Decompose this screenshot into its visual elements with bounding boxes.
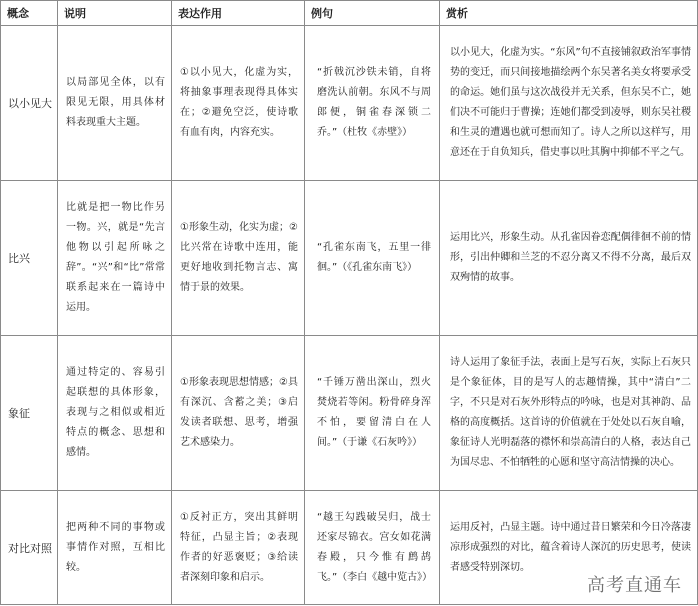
explanation-cell: 比就是把一物比作另一物。兴，就是“先言他物以引起所咏之辞”。“兴”和“比”常常联系起来在一篇诗中运用。 [66,202,165,313]
effect-cell: ①反衬正方，突出其鲜明特征，凸显主旨；②表现作者的好恶褒贬；③给读者深刻印象和启示。 [180,511,298,583]
example-cell: “折戟沉沙铁未销，自将磨洗认前朝。东风不与周郎便，铜雀春深锁二乔。”（杜牧《赤壁》） [317,67,431,138]
concept-cell: 比兴 [1,181,58,336]
example-cell: “越王勾践破吴归，战士还家尽锦衣。宫女如花满春殿，只今惟有鹧鸪飞。”（李白《越中览古》） [317,511,433,583]
example-cell: “孔雀东南飞，五里一徘徊。”（《孔雀东南飞》） [317,242,431,273]
header-example: 例句 [305,1,440,26]
header-explanation: 说明 [58,1,172,26]
appreciation-cell: 运用比兴，形象生动。从孔雀因眷恋配偶徘徊不前的情形，引出仲卿和兰芝的不忍分离又不得不分离，最后双双殉情的故事。 [450,232,691,283]
table-row [1,336,698,491]
header-appreciation: 赏析 [440,1,698,26]
explanation-cell: 通过特定的、容易引起联想的具体形象，表现与之相似或相近特点的概念、思想和感情。 [66,367,165,458]
table-row [1,26,698,181]
effect-cell: ①形象表现思想情感；②具有深沉、含蓄之美；③启发读者联想、思考，增强艺术感染力。 [180,377,298,448]
explanation-cell: 以局部见全体，以有限见无限，用具体材料表现重大主题。 [66,77,165,128]
table-row [1,181,698,336]
header-effect: 表达作用 [172,1,305,26]
example-cell: “千锤万凿出深山，烈火焚烧若等闲。粉骨碎身浑不怕，要留清白在人间。”（于谦《石灰吟》） [317,377,431,448]
concept-cell: 象征 [1,336,58,491]
appreciation-cell: 诗人运用了象征手法，表面上是写石灰，实际上石灰只是个象征体，目的是写人的志趣情操，其中“清白”二字，不只是对石灰外形特点的吟咏，也是对其神韵、品格的高度概括。这首诗的价值就在于处处以石灰自喻，象征诗人光明磊落的襟怀和崇高清白的人格，表达自己为国尽忠、不怕牺牲的心愿和坚守高洁情操的决心。 [450,357,691,468]
effect-cell: ①形象生动，化实为虚；②比兴常在诗歌中连用，能更好地收到托物言志、寓情于景的效果。 [180,222,298,293]
appreciation-cell: 以小见大，化虚为实。“东风”句不直接铺叙政治军事情势的变迁，而只间接地描绘两个东吴著名美女将要承受的命运。她们虽与这次战役并无关系，但东吴不亡，她们决不可能归于曹操；连她们都受到凌辱，则东吴社稷和生灵的遭遇也就可想而知了。诗人之所以这样写，用意还在于自负知兵，借史事以吐其胸中抑郁不平之气。 [450,47,691,158]
concept-cell: 以小见大 [1,26,58,181]
header-concept: 概念 [1,1,58,26]
explanation-cell: 把两种不同的事物或事情作对照，互相比较。 [66,521,165,573]
effect-cell: ①以小见大，化虚为实，将抽象事理表现得具体实在；②避免空泛，使诗歌有血有肉，内容充实。 [180,67,298,138]
watermark: 高考直通车 [583,570,686,598]
header-row [1,1,698,26]
appreciation-cell: 运用反衬，凸显主题。诗中通过昔日繁荣和今日冷落凄凉形成强烈的对比，蕴含着诗人深沉的历史思考，使读者感受特别深切。 [450,521,691,573]
concept-cell: 对比对照 [1,491,58,605]
